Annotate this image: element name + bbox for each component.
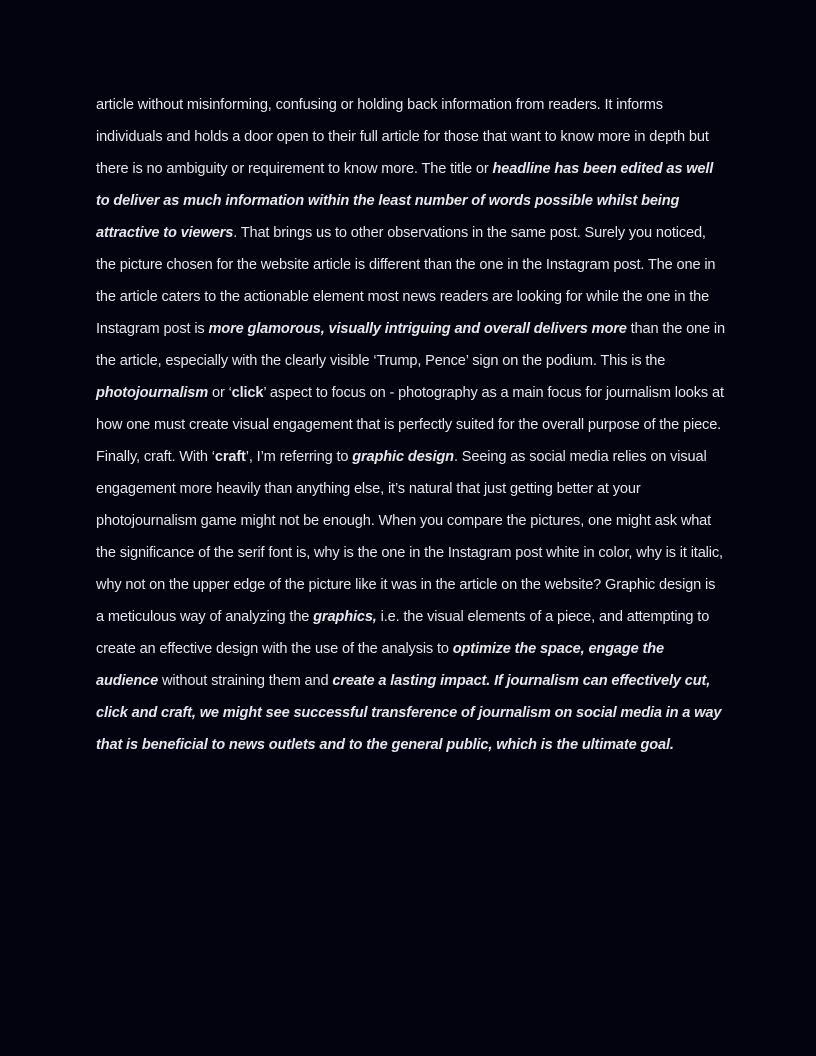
emphasis-graphic-design: graphic design — [352, 449, 454, 465]
text-run: without straining them and — [158, 673, 333, 689]
text-run: ’ aspect to focus on - photography as a main focus for journalism looks at how one must create visual engagement that is perfectly suited for the overall purpose of the piece. Finally, craft. With ‘ — [96, 385, 724, 465]
document-page — [96, 89, 726, 761]
text-run: than the one in the article, especially with the clearly visible ‘Trump, Pence’ sign on the podium. This is the — [96, 321, 725, 369]
emphasis-glamorous: more glamorous, visually intriguing and overall delivers more — [208, 321, 627, 337]
text-run: article without misinforming, confusing or holding back information from readers. It informs individuals and holds a door open to their full article for those that want to know more in depth but there is no ambiguity or requirement to know more. The title or — [96, 97, 709, 177]
emphasis-conclusion: create a lasting impact. If journalism can effectively cut, click and craft, we might see successful transference of journalism on social media in a way that is beneficial to news outlets and to the general public, which is the ultimate goal. — [96, 673, 722, 753]
emphasis-headline: headline has been edited as well to deliver as much information within the least number of words possible whilst being attractive to viewers — [96, 161, 714, 241]
emphasis-graphics: graphics, — [313, 609, 377, 625]
text-run: . Seeing as social media relies on visual engagement more heavily than anything else, it’s natural that just getting better at your photojournalism game might not be enough. When you compare the pictures, one might ask what the significance of the serif font is, why is the one in the Instagram post white in color, why is it italic, why not on the upper edge of the picture like it was in the article on the website? Graphic design is a meticulous way of analyzing the — [96, 449, 723, 625]
text-run: i.e. the visual elements of a piece, and attempting to create an effective design with the use of the analysis to — [96, 609, 710, 657]
text-run: ’, I’m referring to — [245, 449, 353, 465]
text-run: . That brings us to other observations in the same post. Surely you noticed, the picture chosen for the website article is different than the one in the Instagram post. The one in the article caters to the actionable element most news readers are looking for while the one in the Instagram post is — [96, 225, 716, 337]
body-paragraph — [96, 89, 726, 761]
keyword-click: click — [231, 385, 264, 401]
emphasis-optimize: optimize the space, engage the audience — [96, 641, 664, 689]
emphasis-photojournalism: photojournalism — [96, 385, 209, 401]
text-run: or ‘ — [208, 385, 232, 401]
keyword-craft: craft — [214, 449, 246, 465]
